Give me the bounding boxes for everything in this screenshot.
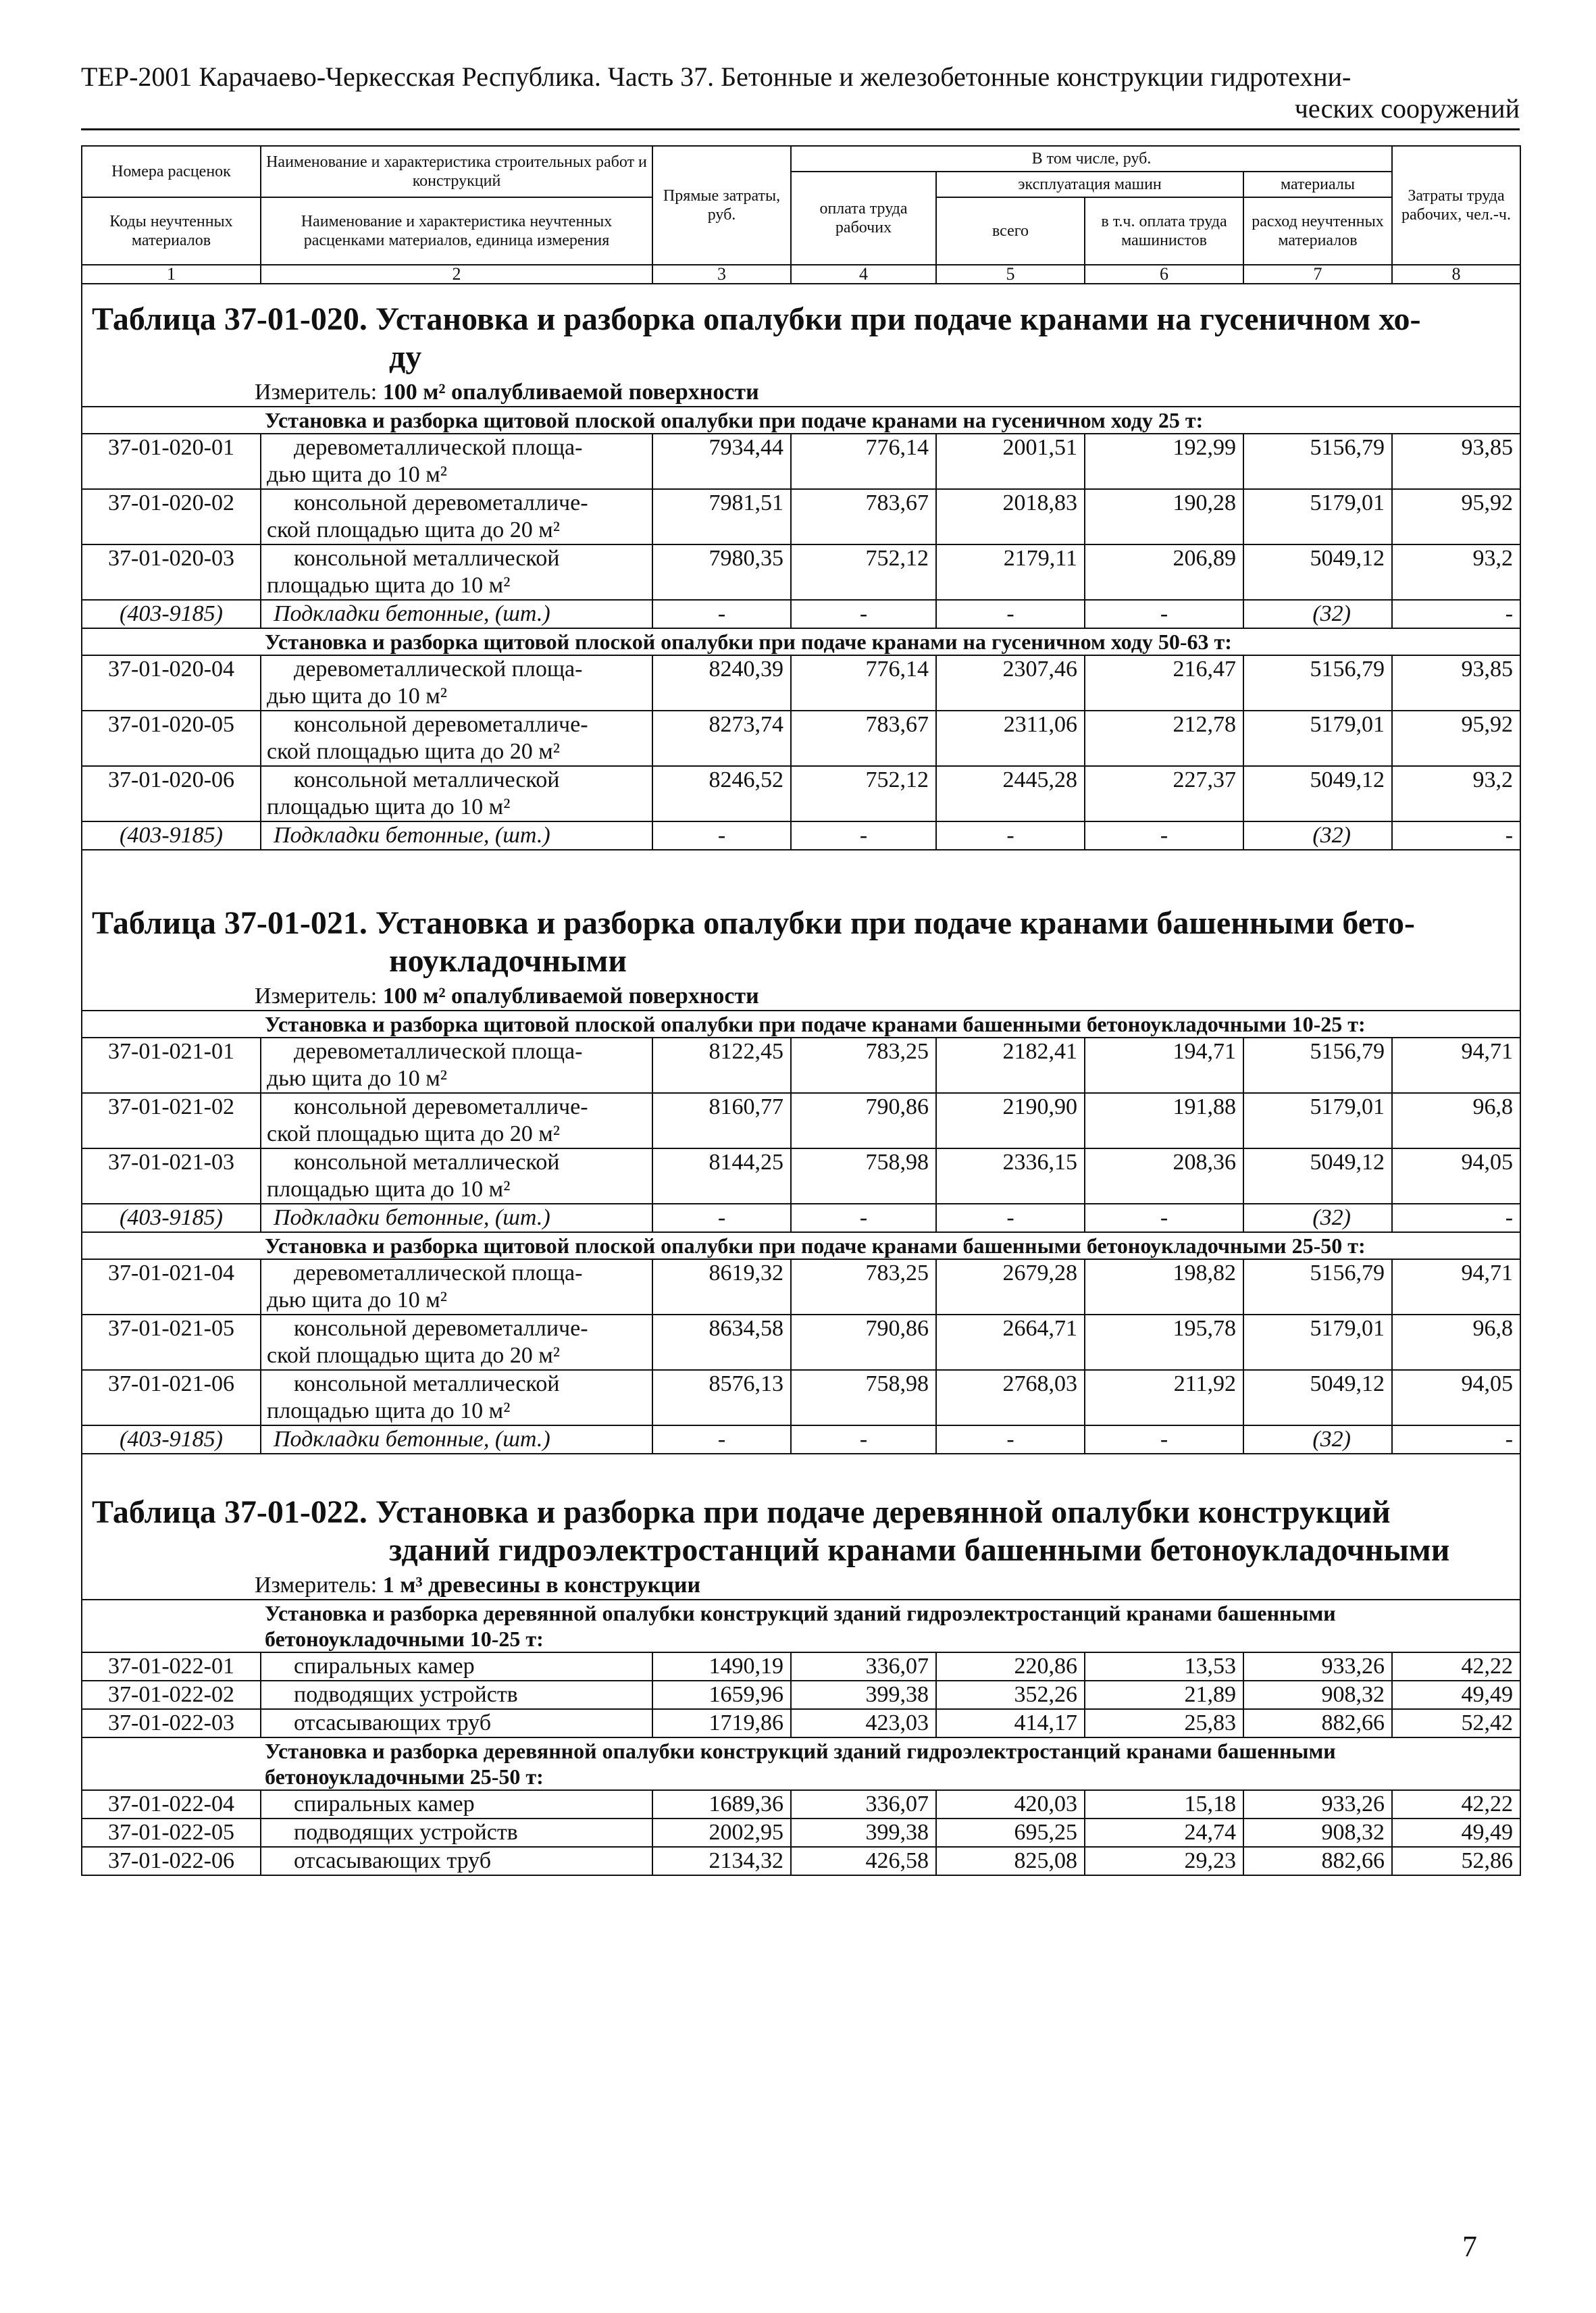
value-direct: 7981,51 bbox=[652, 489, 791, 544]
value-labor: 399,38 bbox=[791, 1819, 936, 1847]
col-number: 6 bbox=[1085, 265, 1243, 284]
col-number: 2 bbox=[261, 265, 652, 284]
rate-code: 37-01-020-05 bbox=[82, 711, 261, 766]
material-name: Подкладки бетонные, (шт.) bbox=[261, 821, 652, 850]
material-name: Подкладки бетонные, (шт.) bbox=[261, 1204, 652, 1232]
meter-label: Измеритель: bbox=[255, 1573, 383, 1598]
material-code: (403-9185) bbox=[82, 1204, 261, 1232]
value-machines: 2307,46 bbox=[936, 655, 1085, 711]
value-labor: 776,14 bbox=[791, 434, 936, 489]
col-number: 4 bbox=[791, 265, 936, 284]
work-name: консольной деревометалличе- bbox=[294, 1316, 588, 1341]
value-machines: 2679,28 bbox=[936, 1259, 1085, 1315]
table-row bbox=[82, 1709, 1520, 1737]
work-name-cell bbox=[261, 1847, 652, 1875]
work-name-cell bbox=[261, 1652, 652, 1681]
rate-code: 37-01-021-04 bbox=[82, 1259, 261, 1315]
value-materials: 5156,79 bbox=[1243, 655, 1392, 711]
value-labor: 776,14 bbox=[791, 655, 936, 711]
material-name: Подкладки бетонные, (шт.) bbox=[261, 600, 652, 628]
value-hours: 94,71 bbox=[1392, 1259, 1520, 1315]
work-name-cell bbox=[261, 1315, 652, 1370]
col-direct-costs: Прямые затраты, руб. bbox=[652, 146, 791, 265]
col-materials-consumption: расход неучтенных материалов bbox=[1243, 197, 1392, 265]
col-material-name: Наименование и характеристика неучтенных расценками материалов, единица измерения bbox=[261, 197, 652, 265]
group-heading-row bbox=[82, 1232, 1520, 1259]
rate-code: 37-01-022-01 bbox=[82, 1652, 261, 1681]
work-name-cell bbox=[261, 434, 652, 489]
running-header-line-1: ТЕР-2001 Карачаево-Черкесская Республика. Часть 37. Бетонные и железобетонные конструкции гидротехни- bbox=[81, 61, 1352, 92]
value-operators: 227,37 bbox=[1085, 766, 1243, 821]
value-hours: 94,05 bbox=[1392, 1370, 1520, 1425]
group-heading-row bbox=[82, 1011, 1520, 1038]
rate-code: 37-01-022-03 bbox=[82, 1709, 261, 1737]
empty-value: - bbox=[1085, 821, 1243, 850]
value-labor: 423,03 bbox=[791, 1709, 936, 1737]
value-operators: 13,53 bbox=[1085, 1652, 1243, 1681]
header-rule bbox=[81, 128, 1520, 130]
table-title-cell bbox=[82, 284, 1520, 379]
table-title-continuation: зданий гидроэлектростанций кранами башенными бетоноукладочными bbox=[389, 1532, 1450, 1568]
value-labor: 752,12 bbox=[791, 544, 936, 600]
material-code: (403-9185) bbox=[82, 821, 261, 850]
value-labor: 790,86 bbox=[791, 1315, 936, 1370]
table-title: Таблица 37-01-020. Установка и разборка опалубки при подаче кранами на гусеничном хо- bbox=[92, 301, 1421, 337]
value-operators: 206,89 bbox=[1085, 544, 1243, 600]
empty-value: - bbox=[936, 821, 1085, 850]
work-name-continuation: дью щита до 10 м² bbox=[267, 1066, 447, 1091]
value-direct: 1659,96 bbox=[652, 1681, 791, 1709]
empty-value: - bbox=[652, 821, 791, 850]
empty-value: - bbox=[791, 1204, 936, 1232]
value-direct: 1719,86 bbox=[652, 1709, 791, 1737]
value-machines: 352,26 bbox=[936, 1681, 1085, 1709]
col-incl-operators: в т.ч. оплата труда машинистов bbox=[1085, 197, 1243, 265]
rate-code: 37-01-020-02 bbox=[82, 489, 261, 544]
meter-row bbox=[82, 379, 1520, 407]
value-machines: 2179,11 bbox=[936, 544, 1085, 600]
value-direct: 1490,19 bbox=[652, 1652, 791, 1681]
value-labor: 783,67 bbox=[791, 489, 936, 544]
group-heading-row bbox=[82, 1737, 1520, 1790]
value-materials: 882,66 bbox=[1243, 1847, 1392, 1875]
work-name-cell bbox=[261, 655, 652, 711]
value-operators: 25,83 bbox=[1085, 1709, 1243, 1737]
col-number: 8 bbox=[1392, 265, 1520, 284]
value-hours: 93,85 bbox=[1392, 655, 1520, 711]
value-direct: 8273,74 bbox=[652, 711, 791, 766]
col-materials: материалы bbox=[1243, 172, 1392, 197]
work-name-cell bbox=[261, 1038, 652, 1093]
value-materials: 5179,01 bbox=[1243, 711, 1392, 766]
empty-value: - bbox=[791, 600, 936, 628]
col-number: 5 bbox=[936, 265, 1085, 284]
value-labor: 783,25 bbox=[791, 1038, 936, 1093]
material-row bbox=[82, 1204, 1520, 1232]
value-materials: 908,32 bbox=[1243, 1819, 1392, 1847]
value-materials: 5179,01 bbox=[1243, 1315, 1392, 1370]
value-materials: 5049,12 bbox=[1243, 766, 1392, 821]
material-consumption: (32) bbox=[1243, 1204, 1392, 1232]
table-row bbox=[82, 434, 1520, 489]
value-direct: 1689,36 bbox=[652, 1790, 791, 1819]
value-labor: 783,25 bbox=[791, 1259, 936, 1315]
value-hours: 96,8 bbox=[1392, 1093, 1520, 1148]
value-machines: 2336,15 bbox=[936, 1148, 1085, 1204]
table-row bbox=[82, 1847, 1520, 1875]
value-machines: 825,08 bbox=[936, 1847, 1085, 1875]
value-hours: 95,92 bbox=[1392, 711, 1520, 766]
meter-cell bbox=[82, 1572, 1520, 1600]
value-machines: 414,17 bbox=[936, 1709, 1085, 1737]
value-machines: 2001,51 bbox=[936, 434, 1085, 489]
table-row bbox=[82, 1315, 1520, 1370]
work-name-cell bbox=[261, 1370, 652, 1425]
group-heading-row bbox=[82, 1600, 1520, 1652]
work-name-cell bbox=[261, 1681, 652, 1709]
value-machines: 2664,71 bbox=[936, 1315, 1085, 1370]
meter-row bbox=[82, 1572, 1520, 1600]
col-labor-pay: оплата труда рабочих bbox=[791, 172, 936, 265]
value-direct: 8160,77 bbox=[652, 1093, 791, 1148]
value-machines: 2190,90 bbox=[936, 1093, 1085, 1148]
meter-cell bbox=[82, 379, 1520, 407]
work-name: консольной деревометалличе- bbox=[294, 1094, 588, 1119]
col-machine-operation: эксплуатация машин bbox=[936, 172, 1243, 197]
col-number: 7 bbox=[1243, 265, 1392, 284]
value-materials: 882,66 bbox=[1243, 1709, 1392, 1737]
value-machines: 2018,83 bbox=[936, 489, 1085, 544]
work-name: консольной металлической bbox=[294, 1371, 560, 1396]
work-name: деревометаллической площа- bbox=[294, 1261, 583, 1286]
material-row bbox=[82, 600, 1520, 628]
running-header-line-2: ческих сооружений bbox=[1294, 93, 1520, 124]
value-direct: 8246,52 bbox=[652, 766, 791, 821]
value-operators: 211,92 bbox=[1085, 1370, 1243, 1425]
column-header-table bbox=[81, 145, 1521, 284]
meter-label: Измеритель: bbox=[255, 380, 383, 405]
value-machines: 420,03 bbox=[936, 1790, 1085, 1819]
empty-value: - bbox=[1085, 1204, 1243, 1232]
col-work-name: Наименование и характеристика строительных работ и конструкций bbox=[261, 146, 652, 197]
material-name: Подкладки бетонные, (шт.) bbox=[261, 1425, 652, 1454]
col-total: всего bbox=[936, 197, 1085, 265]
work-name-continuation: ской площадью щита до 20 м² bbox=[267, 1343, 560, 1368]
table-title-row bbox=[82, 850, 1520, 983]
value-materials: 5179,01 bbox=[1243, 489, 1392, 544]
value-hours: 52,42 bbox=[1392, 1709, 1520, 1737]
page-number: 7 bbox=[1462, 2230, 1477, 2263]
value-materials: 5156,79 bbox=[1243, 1259, 1392, 1315]
work-name: спиральных камер bbox=[294, 1791, 475, 1816]
group-heading: Установка и разборка щитовой плоской опалубки при подаче кранами на гусеничном ходу 50-63 т: bbox=[82, 628, 1520, 655]
table-title: Таблица 37-01-021. Установка и разборка опалубки при подаче кранами башенными бето- bbox=[92, 905, 1415, 941]
table-row bbox=[82, 1652, 1520, 1681]
value-materials: 5049,12 bbox=[1243, 544, 1392, 600]
group-heading: Установка и разборка деревянной опалубки конструкций зданий гидроэлектростанций кранами башенными бетоноукладочными 10-25 т: bbox=[82, 1600, 1520, 1652]
value-hours: 94,71 bbox=[1392, 1038, 1520, 1093]
value-machines: 2768,03 bbox=[936, 1370, 1085, 1425]
value-machines: 2182,41 bbox=[936, 1038, 1085, 1093]
work-name-continuation: площадью щита до 10 м² bbox=[267, 1398, 511, 1423]
table-row bbox=[82, 1259, 1520, 1315]
running-header bbox=[81, 61, 1520, 124]
group-heading: Установка и разборка щитовой плоской опалубки при подаче кранами башенными бетоноукладочными 10-25 т: bbox=[82, 1011, 1520, 1038]
rate-code: 37-01-022-04 bbox=[82, 1790, 261, 1819]
work-name-continuation: дью щита до 10 м² bbox=[267, 1288, 447, 1313]
table-row bbox=[82, 766, 1520, 821]
empty-value: - bbox=[936, 600, 1085, 628]
value-machines: 2311,06 bbox=[936, 711, 1085, 766]
rate-code: 37-01-021-03 bbox=[82, 1148, 261, 1204]
rate-code: 37-01-020-06 bbox=[82, 766, 261, 821]
table-row bbox=[82, 489, 1520, 544]
table-title-continuation: ноукладочными bbox=[389, 943, 627, 979]
table-title-cell bbox=[82, 850, 1520, 983]
value-labor: 758,98 bbox=[791, 1370, 936, 1425]
group-heading-row bbox=[82, 407, 1520, 434]
value-direct: 8122,45 bbox=[652, 1038, 791, 1093]
col-number: 3 bbox=[652, 265, 791, 284]
value-direct: 8634,58 bbox=[652, 1315, 791, 1370]
table-title-row bbox=[82, 1454, 1520, 1572]
rate-code: 37-01-020-01 bbox=[82, 434, 261, 489]
empty-value: - bbox=[936, 1204, 1085, 1232]
rate-code: 37-01-022-06 bbox=[82, 1847, 261, 1875]
meter-row bbox=[82, 983, 1520, 1011]
value-labor: 426,58 bbox=[791, 1847, 936, 1875]
value-operators: 190,28 bbox=[1085, 489, 1243, 544]
work-name: отсасывающих труб bbox=[294, 1848, 492, 1873]
value-materials: 5156,79 bbox=[1243, 1038, 1392, 1093]
value-hours: 42,22 bbox=[1392, 1790, 1520, 1819]
value-labor: 336,07 bbox=[791, 1790, 936, 1819]
material-consumption: (32) bbox=[1243, 1425, 1392, 1454]
material-consumption: (32) bbox=[1243, 600, 1392, 628]
value-direct: 8576,13 bbox=[652, 1370, 791, 1425]
value-hours: 42,22 bbox=[1392, 1652, 1520, 1681]
value-materials: 5156,79 bbox=[1243, 434, 1392, 489]
empty-value: - bbox=[1392, 600, 1520, 628]
value-hours: 52,86 bbox=[1392, 1847, 1520, 1875]
table-title: Таблица 37-01-022. Установка и разборка при подаче деревянной опалубки конструкций bbox=[92, 1494, 1391, 1530]
work-name-cell bbox=[261, 489, 652, 544]
work-name-continuation: ской площадью щита до 20 м² bbox=[267, 517, 560, 542]
work-name-cell bbox=[261, 1790, 652, 1819]
rate-code: 37-01-021-06 bbox=[82, 1370, 261, 1425]
work-name-continuation: дью щита до 10 м² bbox=[267, 462, 447, 487]
work-name-cell bbox=[261, 1819, 652, 1847]
value-materials: 908,32 bbox=[1243, 1681, 1392, 1709]
value-direct: 7980,35 bbox=[652, 544, 791, 600]
value-operators: 195,78 bbox=[1085, 1315, 1243, 1370]
work-name: спиральных камер bbox=[294, 1654, 475, 1679]
value-hours: 95,92 bbox=[1392, 489, 1520, 544]
material-consumption: (32) bbox=[1243, 821, 1392, 850]
value-hours: 96,8 bbox=[1392, 1315, 1520, 1370]
value-labor: 783,67 bbox=[791, 711, 936, 766]
table-title-continuation: ду bbox=[389, 339, 422, 375]
value-direct: 8619,32 bbox=[652, 1259, 791, 1315]
value-materials: 5049,12 bbox=[1243, 1370, 1392, 1425]
value-hours: 93,2 bbox=[1392, 544, 1520, 600]
work-name: подводящих устройств bbox=[294, 1820, 518, 1845]
rate-code: 37-01-022-02 bbox=[82, 1681, 261, 1709]
work-name: подводящих устройств bbox=[294, 1682, 518, 1707]
table-row bbox=[82, 1370, 1520, 1425]
group-heading-row bbox=[82, 628, 1520, 655]
work-name-cell bbox=[261, 1148, 652, 1204]
rate-code: 37-01-021-01 bbox=[82, 1038, 261, 1093]
material-row bbox=[82, 821, 1520, 850]
value-materials: 5049,12 bbox=[1243, 1148, 1392, 1204]
rate-code: 37-01-022-05 bbox=[82, 1819, 261, 1847]
value-machines: 695,25 bbox=[936, 1819, 1085, 1847]
material-code: (403-9185) bbox=[82, 600, 261, 628]
value-labor: 758,98 bbox=[791, 1148, 936, 1204]
meter-label: Измеритель: bbox=[255, 984, 383, 1009]
value-operators: 194,71 bbox=[1085, 1038, 1243, 1093]
work-name: консольной металлической bbox=[294, 546, 560, 571]
work-name-cell bbox=[261, 766, 652, 821]
value-labor: 752,12 bbox=[791, 766, 936, 821]
value-operators: 216,47 bbox=[1085, 655, 1243, 711]
work-name: деревометаллической площа- bbox=[294, 435, 583, 460]
rate-code: 37-01-021-05 bbox=[82, 1315, 261, 1370]
work-name: деревометаллической площа- bbox=[294, 657, 583, 682]
empty-value: - bbox=[1085, 600, 1243, 628]
value-direct: 2134,32 bbox=[652, 1847, 791, 1875]
rate-code: 37-01-021-02 bbox=[82, 1093, 261, 1148]
value-operators: 208,36 bbox=[1085, 1148, 1243, 1204]
empty-value: - bbox=[652, 1204, 791, 1232]
value-operators: 212,78 bbox=[1085, 711, 1243, 766]
table-row bbox=[82, 1790, 1520, 1819]
work-name: консольной деревометалличе- bbox=[294, 490, 588, 515]
value-direct: 7934,44 bbox=[652, 434, 791, 489]
empty-value: - bbox=[791, 1425, 936, 1454]
value-hours: 93,2 bbox=[1392, 766, 1520, 821]
col-including: В том числе, руб. bbox=[791, 146, 1392, 172]
value-hours: 49,49 bbox=[1392, 1819, 1520, 1847]
work-name-continuation: площадью щита до 10 м² bbox=[267, 794, 511, 819]
rates-table bbox=[81, 284, 1521, 1876]
value-direct: 8240,39 bbox=[652, 655, 791, 711]
value-direct: 2002,95 bbox=[652, 1819, 791, 1847]
table-title-cell bbox=[82, 1454, 1520, 1572]
value-operators: 198,82 bbox=[1085, 1259, 1243, 1315]
work-name-cell bbox=[261, 1259, 652, 1315]
work-name-cell bbox=[261, 544, 652, 600]
work-name-cell bbox=[261, 1093, 652, 1148]
table-row bbox=[82, 711, 1520, 766]
table-title-row bbox=[82, 284, 1520, 379]
value-hours: 94,05 bbox=[1392, 1148, 1520, 1204]
empty-value: - bbox=[936, 1425, 1085, 1454]
table-row bbox=[82, 1819, 1520, 1847]
value-hours: 93,85 bbox=[1392, 434, 1520, 489]
work-name: отсасывающих труб bbox=[294, 1710, 492, 1735]
empty-value: - bbox=[1085, 1425, 1243, 1454]
work-name: деревометаллической площа- bbox=[294, 1039, 583, 1064]
group-heading: Установка и разборка щитовой плоской опалубки при подаче кранами башенными бетоноукладочными 25-50 т: bbox=[82, 1232, 1520, 1259]
table-row bbox=[82, 1148, 1520, 1204]
work-name-continuation: ской площадью щита до 20 м² bbox=[267, 1121, 560, 1146]
table-row bbox=[82, 1093, 1520, 1148]
value-operators: 29,23 bbox=[1085, 1847, 1243, 1875]
empty-value: - bbox=[652, 600, 791, 628]
work-name: консольной деревометалличе- bbox=[294, 712, 588, 737]
value-labor: 790,86 bbox=[791, 1093, 936, 1148]
table-row bbox=[82, 1038, 1520, 1093]
empty-value: - bbox=[791, 821, 936, 850]
table-row bbox=[82, 1681, 1520, 1709]
col-number: 1 bbox=[82, 265, 261, 284]
rate-code: 37-01-020-03 bbox=[82, 544, 261, 600]
work-name-continuation: ской площадью щита до 20 м² bbox=[267, 739, 560, 764]
value-materials: 933,26 bbox=[1243, 1790, 1392, 1819]
work-name: консольной металлической bbox=[294, 1150, 560, 1175]
value-materials: 933,26 bbox=[1243, 1652, 1392, 1681]
value-operators: 21,89 bbox=[1085, 1681, 1243, 1709]
col-codes: Коды неучтенных материалов bbox=[82, 197, 261, 265]
work-name-cell bbox=[261, 711, 652, 766]
work-name-continuation: площадью щита до 10 м² bbox=[267, 1177, 511, 1202]
meter-unit: 1 м³ древесины в конструкции bbox=[382, 1573, 701, 1598]
value-materials: 5179,01 bbox=[1243, 1093, 1392, 1148]
value-operators: 15,18 bbox=[1085, 1790, 1243, 1819]
table-row bbox=[82, 655, 1520, 711]
col-labor-costs: Затраты труда рабочих, чел.-ч. bbox=[1392, 146, 1520, 265]
value-operators: 191,88 bbox=[1085, 1093, 1243, 1148]
material-code: (403-9185) bbox=[82, 1425, 261, 1454]
value-labor: 336,07 bbox=[791, 1652, 936, 1681]
value-labor: 399,38 bbox=[791, 1681, 936, 1709]
work-name-continuation: дью щита до 10 м² bbox=[267, 684, 447, 709]
value-machines: 2445,28 bbox=[936, 766, 1085, 821]
document-page bbox=[81, 61, 1520, 1876]
value-operators: 192,99 bbox=[1085, 434, 1243, 489]
empty-value: - bbox=[1392, 1425, 1520, 1454]
value-direct: 8144,25 bbox=[652, 1148, 791, 1204]
value-operators: 24,74 bbox=[1085, 1819, 1243, 1847]
value-machines: 220,86 bbox=[936, 1652, 1085, 1681]
rate-code: 37-01-020-04 bbox=[82, 655, 261, 711]
work-name-cell bbox=[261, 1709, 652, 1737]
work-name-continuation: площадью щита до 10 м² bbox=[267, 573, 511, 598]
empty-value: - bbox=[1392, 821, 1520, 850]
meter-cell bbox=[82, 983, 1520, 1011]
group-heading: Установка и разборка щитовой плоской опалубки при подаче кранами на гусеничном ходу 25 т: bbox=[82, 407, 1520, 434]
work-name: консольной металлической bbox=[294, 767, 560, 792]
col-rate-numbers: Номера расценок bbox=[82, 146, 261, 197]
table-row bbox=[82, 544, 1520, 600]
group-heading: Установка и разборка деревянной опалубки конструкций зданий гидроэлектростанций кранами башенными бетоноукладочными 25-50 т: bbox=[82, 1737, 1520, 1790]
empty-value: - bbox=[1392, 1204, 1520, 1232]
meter-unit: 100 м² опалубливаемой поверхности bbox=[382, 380, 759, 405]
material-row bbox=[82, 1425, 1520, 1454]
meter-unit: 100 м² опалубливаемой поверхности bbox=[382, 984, 759, 1009]
empty-value: - bbox=[652, 1425, 791, 1454]
value-hours: 49,49 bbox=[1392, 1681, 1520, 1709]
